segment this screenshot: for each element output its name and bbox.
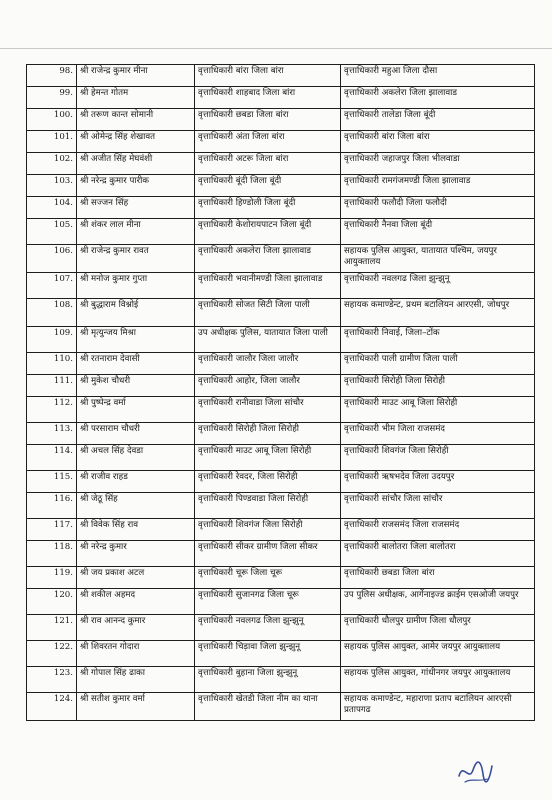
officer-name: श्री अजीत सिंह मेघवंशी (77, 153, 195, 175)
new-posting: वृत्ताधिकारी बांरा जिला बांरा (341, 131, 535, 153)
current-posting: वृत्ताधिकारी जालौर जिला जालौर (195, 353, 341, 375)
transfer-table (26, 64, 535, 721)
row-number: 105. (27, 219, 77, 245)
table-row (27, 589, 535, 615)
officer-name: श्री रतनाराम देवासी (77, 353, 195, 375)
new-posting: वृत्ताधिकारी सांचौर जिला सांचौर (341, 493, 535, 519)
new-posting: वृत्ताधिकारी रामगंजमण्डी जिला झालावाड (341, 175, 535, 197)
officer-name: श्री मुकेश चौधरी (77, 375, 195, 397)
table-row (27, 641, 535, 667)
row-number: 115. (27, 471, 77, 493)
table-row (27, 615, 535, 641)
table-row (27, 445, 535, 471)
officer-name: श्री शिवरतन गोदारा (77, 641, 195, 667)
current-posting: वृत्ताधिकारी बांरा जिला बांरा (195, 65, 341, 87)
current-posting: वृत्ताधिकारी छबडा जिला बांरा (195, 109, 341, 131)
row-number: 114. (27, 445, 77, 471)
row-number: 110. (27, 353, 77, 375)
current-posting: वृत्ताधिकारी सुजानगढ जिला चूरू (195, 589, 341, 615)
row-number: 120. (27, 589, 77, 615)
current-posting: वृत्ताधिकारी अंता जिला बांरा (195, 131, 341, 153)
row-number: 106. (27, 245, 77, 273)
current-posting: वृत्ताधिकारी नवलगढ जिला झुन्झुनू (195, 615, 341, 641)
new-posting: वृत्ताधिकारी सिरोही जिला सिरोही (341, 375, 535, 397)
row-number: 98. (27, 65, 77, 87)
table-row (27, 471, 535, 493)
table-row (27, 353, 535, 375)
officer-name: श्री गोपाल सिंह ढाका (77, 667, 195, 693)
row-number: 112. (27, 397, 77, 423)
new-posting: वृत्ताधिकारी पाली ग्रामीण जिला पाली (341, 353, 535, 375)
table-row (27, 541, 535, 567)
new-posting: वृत्ताधिकारी छबडा जिला बांरा (341, 567, 535, 589)
table-row (27, 299, 535, 327)
row-number: 109. (27, 327, 77, 353)
new-posting: वृत्ताधिकारी फलौदी जिला फलौदी (341, 197, 535, 219)
table-row (27, 567, 535, 589)
row-number: 104. (27, 197, 77, 219)
table-row (27, 153, 535, 175)
row-number: 123. (27, 667, 77, 693)
new-posting: वृत्ताधिकारी ऋषभदेव जिला उदयपुर (341, 471, 535, 493)
table-row (27, 397, 535, 423)
new-posting: वृत्ताधिकारी नवलगढ जिला झुन्झुनू (341, 273, 535, 299)
officer-name: श्री नरेन्द्र कुमार (77, 541, 195, 567)
new-posting: वृत्ताधिकारी नैनवा जिला बूंदी (341, 219, 535, 245)
row-number: 101. (27, 131, 77, 153)
transfer-table-body (27, 65, 535, 721)
new-posting: वृत्ताधिकारी बालोतरा जिला बालोतरा (341, 541, 535, 567)
row-number: 99. (27, 87, 77, 109)
officer-name: श्री तरूण कान्त सोमानी (77, 109, 195, 131)
new-posting: सहायक पुलिस आयुक्त, गांधीनगर जयपुर आयुक्तालय (341, 667, 535, 693)
row-number: 107. (27, 273, 77, 299)
new-posting: वृत्ताधिकारी शिवगंज जिला सिरोही (341, 445, 535, 471)
table-row (27, 87, 535, 109)
current-posting: वृत्ताधिकारी रेवदर, जिला सिरोही (195, 471, 341, 493)
officer-name: श्री विवेक सिंह राव (77, 519, 195, 541)
officer-name: श्री राजेन्द्र कुमार रावत (77, 245, 195, 273)
table-row (27, 131, 535, 153)
row-number: 111. (27, 375, 77, 397)
row-number: 121. (27, 615, 77, 641)
table-row (27, 245, 535, 273)
top-edge-line (0, 48, 552, 49)
row-number: 119. (27, 567, 77, 589)
current-posting: वृत्ताधिकारी भवानीमण्डी जिला झालावाड (195, 273, 341, 299)
table-row (27, 693, 535, 721)
current-posting: वृत्ताधिकारी अटरू जिला बांरा (195, 153, 341, 175)
new-posting: सहायक पुलिस आयुक्त, आमेर जयपुर आयुक्तालय (341, 641, 535, 667)
row-number: 102. (27, 153, 77, 175)
current-posting: वृत्ताधिकारी चिड़ावा जिला झुन्झुनू (195, 641, 341, 667)
officer-name: श्री बुद्धाराम विश्नोई (77, 299, 195, 327)
officer-name: श्री राजीव राहड (77, 471, 195, 493)
current-posting: वृत्ताधिकारी सीकर ग्रामीण जिला सीकर (195, 541, 341, 567)
new-posting: वृत्ताधिकारी महुआ जिला दौसा (341, 65, 535, 87)
new-posting: वृत्ताधिकारी धौलपुर ग्रामीण जिला धौलपुर (341, 615, 535, 641)
current-posting: वृत्ताधिकारी रानीवाडा जिला सांचौर (195, 397, 341, 423)
table-row (27, 65, 535, 87)
table-row (27, 519, 535, 541)
current-posting: वृत्ताधिकारी पिण्डवाडा जिला सिरोही (195, 493, 341, 519)
row-number: 100. (27, 109, 77, 131)
officer-name: श्री मनोज कुमार गुप्ता (77, 273, 195, 299)
current-posting: वृत्ताधिकारी अकलेरा जिला झालावाड (195, 245, 341, 273)
table-row (27, 327, 535, 353)
new-posting: वृत्ताधिकारी जहाजपुर जिला भीलवाडा (341, 153, 535, 175)
new-posting: सहायक पुलिस आयुक्त, यातायात पश्चिम, जयपुर आयुक्तालय (341, 245, 535, 273)
officer-name: श्री शकील अहमद (77, 589, 195, 615)
table-row (27, 493, 535, 519)
new-posting: उप पुलिस अधीक्षक, आर्गेनाइज्ड क्राईम एसओजी जयपुर (341, 589, 535, 615)
new-posting: सहायक कमाण्डेन्ट, महाराणा प्रताप बटालियन आरएसी प्रतापगढ (341, 693, 535, 721)
current-posting: वृत्ताधिकारी केशोरायपाटन जिला बूंदी (195, 219, 341, 245)
current-posting: वृत्ताधिकारी चूरू जिला चूरू (195, 567, 341, 589)
officer-name: श्री नरेन्द्र कुमार पारीक (77, 175, 195, 197)
new-posting: सहायक कमाण्डेन्ट, प्रथम बटालियन आरएसी, जोधपुर (341, 299, 535, 327)
new-posting: वृत्ताधिकारी तालेडा जिला बूंदी (341, 109, 535, 131)
current-posting: वृत्ताधिकारी सिरोही जिला सिरोही (195, 423, 341, 445)
current-posting: वृत्ताधिकारी हिण्डोली जिला बूंदी (195, 197, 341, 219)
officer-name: श्री जेठू सिंह (77, 493, 195, 519)
new-posting: वृत्ताधिकारी अकलेरा जिला झालावाड (341, 87, 535, 109)
table-row (27, 667, 535, 693)
table-row (27, 175, 535, 197)
table-row (27, 197, 535, 219)
officer-name: श्री परसाराम चौधरी (77, 423, 195, 445)
row-number: 118. (27, 541, 77, 567)
officer-name: श्री अचल सिंह देवडा (77, 445, 195, 471)
officer-name: श्री पुष्पेन्द्र वर्मा (77, 397, 195, 423)
officer-name: श्री सज्जन सिंह (77, 197, 195, 219)
officer-name: श्री राव आनन्द कुमार (77, 615, 195, 641)
new-posting: वृत्ताधिकारी माउट आबू जिला सिरोही (341, 397, 535, 423)
current-posting: वृत्ताधिकारी बूंदी जिला बूंदी (195, 175, 341, 197)
row-number: 108. (27, 299, 77, 327)
table-row (27, 375, 535, 397)
officer-name: श्री जय प्रकाश अटल (77, 567, 195, 589)
table-row (27, 423, 535, 445)
current-posting: वृत्ताधिकारी आहोर, जिला जालौर (195, 375, 341, 397)
officer-name: श्री मृत्युन्जय मिश्रा (77, 327, 195, 353)
current-posting: वृत्ताधिकारी खेतडी जिला नीम का थाना (195, 693, 341, 721)
officer-name: श्री ओमेन्द्र सिंह शेखावत (77, 131, 195, 153)
table-row (27, 219, 535, 245)
row-number: 103. (27, 175, 77, 197)
signature-icon (455, 752, 495, 788)
row-number: 117. (27, 519, 77, 541)
row-number: 124. (27, 693, 77, 721)
officer-name: श्री राजेन्द्र कुमार मीना (77, 65, 195, 87)
table-row (27, 109, 535, 131)
new-posting: वृत्ताधिकारी भीम जिला राजसमंद (341, 423, 535, 445)
row-number: 122. (27, 641, 77, 667)
new-posting: वृत्ताधिकारी निवाई, जिला–टोंक (341, 327, 535, 353)
officer-name: श्री हेमन्त गोतम (77, 87, 195, 109)
new-posting: वृत्ताधिकारी राजसमंद जिला राजसमंद (341, 519, 535, 541)
current-posting: वृत्ताधिकारी शिवगंज जिला सिरोही (195, 519, 341, 541)
current-posting: वृत्ताधिकारी शाहबाद जिला बांरा (195, 87, 341, 109)
row-number: 113. (27, 423, 77, 445)
row-number: 116. (27, 493, 77, 519)
officer-name: श्री सतीश कुमार वर्मा (77, 693, 195, 721)
current-posting: वृत्ताधिकारी बुहाना जिला झुन्झुनू (195, 667, 341, 693)
current-posting: वृत्ताधिकारी माउट आबू जिला सिरोही (195, 445, 341, 471)
current-posting: उप अधीक्षक पुलिस, यातायात जिला पाली (195, 327, 341, 353)
officer-name: श्री शंकर लाल मीना (77, 219, 195, 245)
table-row (27, 273, 535, 299)
current-posting: वृत्ताधिकारी सोजत सिटी जिला पाली (195, 299, 341, 327)
